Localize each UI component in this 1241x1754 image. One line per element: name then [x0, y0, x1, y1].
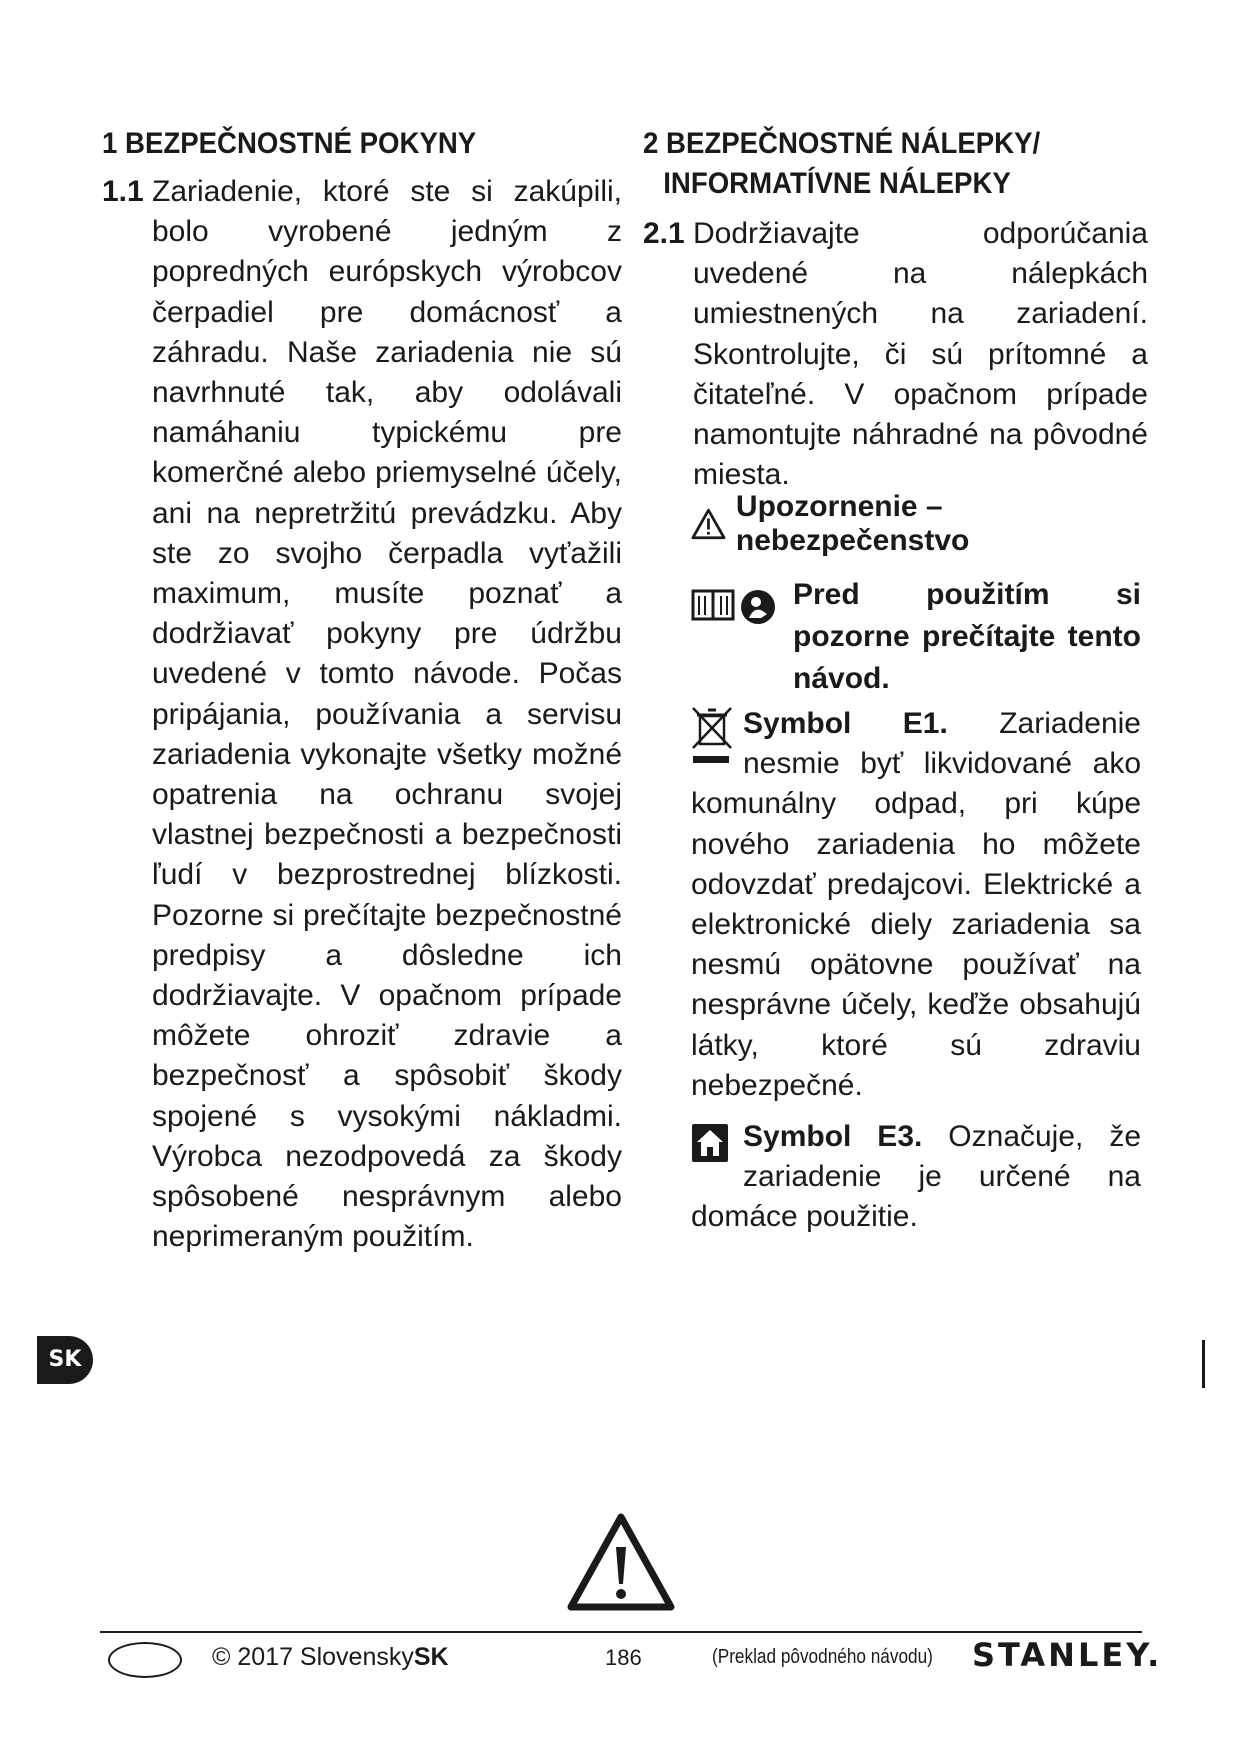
warning-text: Upozornenie – nebezpečenstvo: [735, 490, 970, 557]
symbol-e1-row: [691, 704, 1141, 1106]
manual-book-icon: [691, 588, 735, 622]
footer-oval-mark: [108, 1642, 182, 1678]
home-use-icon: [691, 1123, 729, 1163]
large-warning-icon: [566, 1512, 676, 1612]
language-badge: SK: [37, 1336, 93, 1384]
section-2-heading-line2: INFORMATÍVNE NÁLEPKY: [663, 167, 1011, 200]
footer-divider: [100, 1631, 1142, 1633]
weee-bin-icon: [691, 704, 735, 782]
symbol-e1-text: Zariadenie nesmie byť likvidované ako komunálny odpad, pri kúpe nového zariadenia ho môžete odovzdať predajcovi. Elektrické a elektronické diely zariadenia sa nesmú opätovne používať na nesprávne účely, keďže obsahujú látky, ktoré sú zdraviu nebezpečné.: [691, 707, 1141, 1102]
footer-language: SK: [413, 1643, 449, 1671]
warning-triangle-icon: [691, 507, 726, 541]
read-manual-text: Pred použitím si pozorne prečítajte tento návod.: [793, 578, 1141, 695]
section-2-1-number: 2.1: [643, 217, 685, 250]
section-1-1-number: 1.1: [102, 175, 144, 208]
section-2-heading-line1: 2 BEZPEČNOSTNÉ NÁLEPKY/: [643, 127, 1041, 160]
footer-copyright-text: © 2017 Slovensky: [212, 1643, 414, 1671]
symbol-e1-label: Symbol E1.: [743, 707, 948, 740]
left-column: [102, 124, 622, 1257]
section-1-1-text: Zariadenie, ktoré ste si zakúpili, bolo vyrobené jedným z popredných európskych výrobcov čerpadiel pre domácnosť a záhradu. Naše zariadenia nie sú navrhnuté tak, aby odolávali namáhaniu typickému pre komerčné alebo priemyselné účely, ani na nepretržitú prevádzku. Aby ste zo svojho čerpadla vyťažili maximum, musíte poznať a dodržiavať pokyny pre údržbu uvedené v tomto návode. Počas pripájania, používania a servisu zariadenia vykonajte všetky možné opatrenia na ochranu svojej vlastnej bezpečnosti a bezpečnosti ľudí v bezprostrednej blízkosti. Pozorne si prečítajte bezpečnostné predpisy a dôsledne ich dodržiavajte. V opačnom prípade môžete ohroziť zdravie a bezpečnosť a spôsobiť škody spojené s vysokými nákladmi. Výrobca nezodpovedá za škody spôsobené nesprávnym alebo neprimeraným použitím.: [152, 175, 622, 1254]
read-instructions-icon: [739, 588, 777, 626]
symbol-e3-text: Označuje, že zariadenie je určené na domáce použitie.: [691, 1120, 1142, 1234]
translation-note: (Preklad pôvodného návodu): [712, 1646, 933, 1668]
right-column: [643, 124, 1148, 1234]
section-2-1-paragraph: [643, 214, 1148, 495]
section-1-1-paragraph: [102, 172, 622, 1257]
footer-copyright: [212, 1643, 449, 1672]
section-1-heading: 1 BEZPEČNOSTNÉ POKYNY: [102, 127, 477, 160]
symbol-e3-row: [691, 1117, 1141, 1238]
read-manual-row: [691, 574, 1141, 700]
page-number: 186: [605, 1645, 642, 1670]
symbol-e3-label: Symbol E3.: [743, 1120, 923, 1153]
edge-marker: [1202, 1340, 1205, 1388]
warning-row: [691, 490, 1148, 558]
section-2-1-text: Dodržiavajte odporúčania uvedené na nálepkách umiestnených na zariadení. Skontrolujte, či sú prítomné a čitateľné. V opačnom prípade namontujte náhradné na pôvodné miesta.: [693, 217, 1148, 492]
stanley-logo: STANLEY.: [972, 1636, 1163, 1674]
